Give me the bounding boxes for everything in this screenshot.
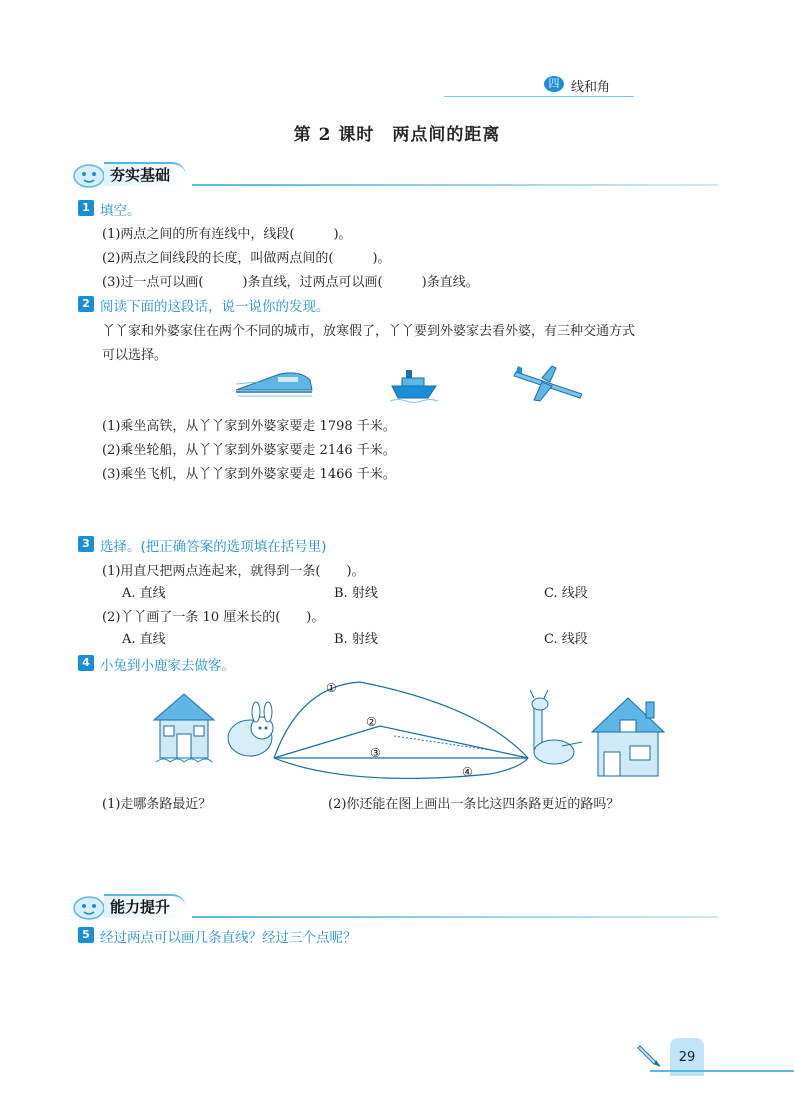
q1-item-2: (2)两点之间线段的长度，叫做两点间的( )。 <box>102 251 391 266</box>
q4-sub-1: (1)走哪条路最近？ <box>102 797 212 812</box>
page-number: 29 <box>678 1050 696 1065</box>
q3-sub2-option-c: C. 线段 <box>544 632 588 647</box>
section-rule <box>192 916 718 918</box>
rabbit-house-icon <box>154 694 214 762</box>
section-title-basic: 夯实基础 <box>104 162 186 186</box>
question-number-4: 4 <box>78 655 94 671</box>
chapter-title: 线和角 <box>571 80 611 95</box>
question-number-3: 3 <box>78 536 94 552</box>
high-speed-train-icon <box>234 366 314 402</box>
q2-item-3: (3)乘坐飞机，从丫丫家到外婆家要走 1466 千米。 <box>102 467 396 482</box>
route-label-1: ① <box>326 681 337 695</box>
q4-sub-2: (2)你还能在图上画出一条比这四条路更近的路吗？ <box>328 797 620 812</box>
cartoon-mascot-icon <box>72 894 106 920</box>
route-label-2: ② <box>366 715 377 729</box>
question-title-2: 阅读下面的这段话，说一说你的发现。 <box>100 299 330 315</box>
q3-sub1-option-c: C. 线段 <box>544 586 588 601</box>
deer-house-icon <box>592 698 664 776</box>
header-rule <box>444 96 634 97</box>
question-number-2: 2 <box>78 296 94 312</box>
q2-item-2: (2)乘坐轮船，从丫丫家到外婆家要走 2146 千米。 <box>102 443 396 458</box>
question-number-1: 1 <box>78 200 94 216</box>
section-header-basic <box>72 162 718 188</box>
q3-sub-1: (1)用直尺把两点连起来，就得到一条( )。 <box>102 564 365 579</box>
q3-sub1-option-b: B. 射线 <box>334 586 378 601</box>
footer-rule <box>650 1070 794 1072</box>
q3-sub2-option-b: B. 射线 <box>334 632 378 647</box>
route-label-3: ③ <box>370 746 381 760</box>
route-label-4: ④ <box>462 765 473 779</box>
q1-item-3: (3)过一点可以画( )条直线，过两点可以画( )条直线。 <box>102 275 479 290</box>
q2-paragraph-line-2: 可以选择。 <box>102 348 168 363</box>
ship-icon <box>390 364 438 404</box>
question-title-5: 经过两点可以画几条直线？经过三个点呢？ <box>100 930 357 946</box>
q1-item-1: (1)两点之间的所有连线中，线段( )。 <box>102 227 352 242</box>
route-diagram <box>150 676 670 788</box>
section-title-advanced: 能力提升 <box>104 894 186 918</box>
section-header-advanced <box>72 894 718 920</box>
pencil-icon <box>636 1042 662 1068</box>
deer-icon <box>530 690 582 764</box>
q2-item-1: (1)乘坐高铁，从丫丫家到外婆家要走 1798 千米。 <box>102 419 396 434</box>
q3-sub1-option-a: A. 直线 <box>122 586 166 601</box>
question-title-4: 小兔到小鹿家去做客。 <box>100 658 235 674</box>
question-number-5: 5 <box>78 927 94 943</box>
rabbit-icon <box>228 702 273 756</box>
section-rule <box>192 184 718 186</box>
q2-paragraph-line-1: 丫丫家和外婆家住在两个不同的城市，放寒假了，丫丫要到外婆家去看外婆，有三种交通方式 <box>102 324 636 339</box>
airplane-icon <box>512 364 586 406</box>
question-title-3: 选择。(把正确答案的选项填在括号里) <box>100 539 327 555</box>
cartoon-mascot-icon <box>72 162 106 188</box>
q3-sub2-option-a: A. 直线 <box>122 632 166 647</box>
lesson-title: 第 2 课时 两点间的距离 <box>293 125 501 145</box>
question-title-1: 填空。 <box>100 203 141 219</box>
chapter-badge: 四 <box>544 76 564 92</box>
q3-sub-2: (2)丫丫画了一条 10 厘米长的( )。 <box>102 610 325 625</box>
